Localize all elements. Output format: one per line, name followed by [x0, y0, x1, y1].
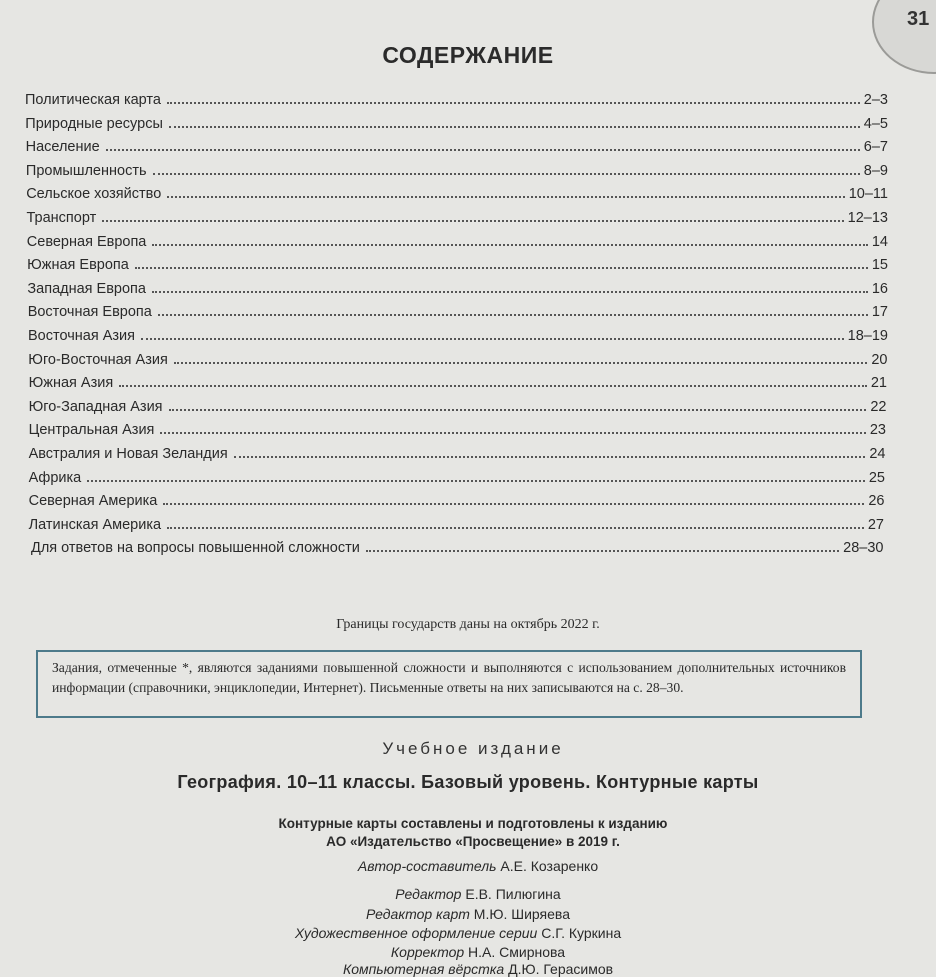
credit-role: Компьютерная вёрстка	[342, 961, 505, 977]
toc-entry-label: Латинская Америка	[28, 516, 162, 533]
borders-note: Границы государств даны на октябрь 2022 г.	[336, 617, 600, 632]
credit-editor	[10, 886, 936, 902]
toc-leader-dots	[234, 456, 866, 458]
toc-leader-dots	[152, 291, 868, 293]
toc-entry	[28, 300, 888, 320]
toc-entry	[27, 230, 888, 250]
toc-entry	[29, 418, 886, 438]
toc-entry	[26, 159, 888, 179]
credit-name: А.Е. Козаренко	[500, 858, 599, 874]
toc-entry	[28, 348, 887, 368]
toc-leader-dots	[167, 196, 844, 198]
advanced-tasks-notice: Задания, отмеченные *, являются заданиями повышенной сложности и выполняются с использованием дополнительных источников информации (справочники, энциклопедии, Интернет). Письменные ответы на них записываются на с. 28–30.	[36, 650, 862, 718]
toc-entry-label: Восточная Европа	[27, 304, 152, 321]
toc-entry-label: Для ответов на вопросы повышенной сложности	[31, 540, 360, 557]
toc-entry-pages: 2–3	[863, 92, 888, 108]
toc-entry	[27, 253, 888, 273]
credit-art-design	[0, 925, 926, 941]
toc-entry	[25, 112, 888, 132]
credit-map-editor	[0, 906, 936, 922]
toc-leader-dots	[158, 314, 868, 316]
preparation-note	[0, 815, 936, 851]
toc-leader-dots	[119, 385, 867, 387]
toc-title: СОДЕРЖАНИЕ	[382, 42, 554, 68]
toc-entry	[29, 513, 884, 533]
toc-entry-pages: 28–30	[843, 540, 884, 557]
toc-leader-dots	[167, 102, 860, 104]
toc-entry-label: Восточная Азия	[28, 328, 135, 344]
book-title: География. 10–11 классы. Базовый уровень. Контурные карты	[177, 772, 759, 792]
toc-entry	[29, 442, 886, 462]
toc-leader-dots	[169, 126, 860, 128]
toc-entry-pages: 6–7	[863, 139, 888, 156]
toc-entry	[27, 277, 888, 297]
preparation-note-line-2: АО «Издательство «Просвещение» в 2019 г.	[326, 834, 620, 849]
toc-leader-dots	[141, 338, 844, 340]
toc-entry-pages: 14	[871, 233, 888, 250]
toc-leader-dots	[169, 409, 867, 411]
toc-entry-label: Население	[25, 139, 100, 156]
toc-entry	[26, 135, 888, 155]
toc-leader-dots	[167, 527, 864, 529]
credit-role: Автор-составитель	[357, 858, 497, 874]
toc-entry	[29, 371, 887, 391]
publication-type: Учебное издание	[382, 739, 564, 758]
toc-entry-pages: 15	[871, 257, 888, 274]
toc-entry-label: Транспорт	[26, 210, 97, 226]
toc-entry-pages: 24	[869, 446, 886, 462]
toc-entry-pages: 20	[871, 351, 888, 368]
toc-entry-pages: 10–11	[848, 186, 888, 203]
credit-role: Редактор	[395, 886, 462, 902]
credit-role: Корректор	[390, 944, 465, 960]
toc-entry-pages: 18–19	[847, 328, 888, 344]
toc-entry-label: Африка	[28, 469, 82, 486]
toc-entry	[31, 536, 884, 556]
toc-leader-dots	[153, 173, 860, 175]
toc-entry-label: Промышленность	[25, 162, 147, 179]
credit-layout	[10, 961, 936, 977]
toc-entry-label: Центральная Азия	[28, 422, 155, 439]
toc-entry-label: Южная Азия	[28, 375, 114, 392]
toc-entry	[25, 88, 888, 108]
toc-entry-pages: 4–5	[863, 115, 888, 132]
toc-entry-label: Южная Европа	[27, 257, 129, 274]
toc-entry-pages: 8–9	[863, 162, 888, 179]
toc-leader-dots	[160, 432, 865, 434]
toc-entry	[29, 466, 885, 486]
toc-entry-label: Юго-Западная Азия	[28, 398, 163, 415]
toc-entry	[28, 324, 888, 344]
credit-role: Редактор карт	[365, 906, 470, 922]
toc-leader-dots	[174, 362, 868, 364]
toc-entry-label: Австралия и Новая Зеландия	[28, 446, 228, 462]
credit-proofreader	[10, 944, 936, 960]
toc-entry-pages: 16	[871, 280, 888, 297]
credit-role: Художественное оформление серии	[294, 925, 538, 941]
toc-entry-pages: 23	[869, 422, 886, 439]
credit-name: С.Г. Куркина	[541, 925, 622, 941]
toc-entry-label: Природные ресурсы	[25, 115, 163, 132]
toc-leader-dots	[102, 220, 843, 222]
credit-name: М.Ю. Ширяева	[473, 906, 570, 922]
toc-entry-label: Политическая карта	[25, 92, 161, 108]
credit-name: Е.В. Пилюгина	[465, 886, 561, 902]
toc-entry-label: Западная Европа	[27, 280, 146, 297]
credit-author	[10, 858, 936, 874]
credit-name: Н.А. Смирнова	[468, 944, 566, 960]
toc-entry-pages: 25	[868, 469, 885, 486]
toc-entry-label: Северная Америка	[28, 493, 158, 510]
toc-entry-label: Сельское хозяйство	[26, 186, 162, 203]
toc-entry-pages: 21	[870, 375, 887, 392]
toc-leader-dots	[87, 480, 865, 482]
toc-entry	[29, 489, 885, 509]
toc-entry	[27, 206, 889, 226]
page-number: 31	[907, 8, 930, 30]
toc-entry-pages: 26	[868, 493, 885, 510]
toc-entry-pages: 17	[871, 304, 888, 321]
toc-entry	[26, 182, 888, 202]
toc-entry	[29, 395, 887, 415]
preparation-note-line-1: Контурные карты составлены и подготовлены к изданию	[278, 816, 668, 831]
toc-leader-dots	[366, 550, 839, 552]
toc-entry-pages: 12–13	[847, 210, 888, 226]
toc-entry-pages: 27	[867, 516, 884, 533]
toc-leader-dots	[163, 503, 864, 505]
toc-leader-dots	[135, 267, 868, 269]
toc-entry-label: Юго-Восточная Азия	[28, 351, 168, 368]
toc-entry-label: Северная Европа	[26, 233, 147, 250]
toc-leader-dots	[152, 244, 867, 246]
credit-name: Д.Ю. Герасимов	[508, 961, 614, 977]
toc-entry-pages: 22	[870, 398, 887, 415]
toc-leader-dots	[106, 149, 860, 151]
